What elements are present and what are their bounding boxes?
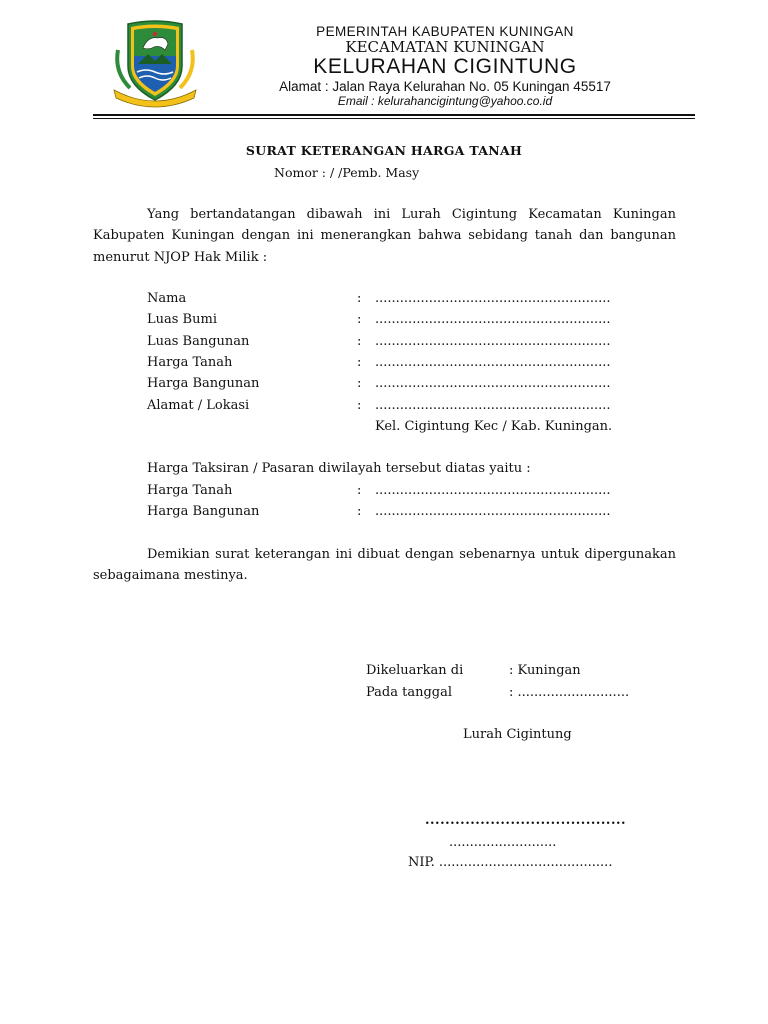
location-note: Kel. Cigintung Kec / Kab. Kuningan. xyxy=(375,419,613,434)
field-label: Luas Bangunan xyxy=(147,334,250,349)
issued-place-value: : Kuningan xyxy=(509,663,581,678)
field-value: ......................................................... xyxy=(375,398,611,413)
issued-place-label: Dikeluarkan di xyxy=(366,663,464,678)
field-colon: : xyxy=(357,376,362,391)
issued-date-label: Pada tanggal xyxy=(366,685,453,700)
field-colon: : xyxy=(357,312,362,327)
kuningan-crest-logo xyxy=(108,20,202,108)
field-label: Luas Bumi xyxy=(147,312,217,327)
signatory-nip: NIP. .......................................... xyxy=(408,855,613,870)
field-value: ......................................................... xyxy=(375,504,611,519)
intro-paragraph: Yang bertandatangan dibawah ini Lurah Cigintung Kecamatan Kuningan Kabupaten Kuningan dengan ini menerangkan bahwa sebidang tanah dan bangunan menurut NJOP Hak Milik : xyxy=(93,207,676,265)
field-colon: : xyxy=(357,504,362,519)
taksiran-heading: Harga Taksiran / Pasaran diwilayah tersebut diatas yaitu : xyxy=(147,461,531,476)
letterhead-rule-thick xyxy=(93,114,695,116)
field-label: Harga Tanah xyxy=(147,483,233,498)
field-label: Harga Bangunan xyxy=(147,376,260,391)
field-label: Nama xyxy=(147,291,187,306)
letterhead-district: KECAMATAN KUNINGAN xyxy=(345,38,545,56)
document-number: Nomor : / /Pemb. Masy xyxy=(274,165,420,180)
field-label: Harga Bangunan xyxy=(147,504,260,519)
field-value: ......................................................... xyxy=(375,312,611,327)
field-value: ......................................................... xyxy=(375,376,611,391)
field-value: ......................................................... xyxy=(375,355,611,370)
field-colon: : xyxy=(357,483,362,498)
issued-date-value: : ........................... xyxy=(509,685,630,700)
field-value: ......................................................... xyxy=(375,334,611,349)
field-label: Harga Tanah xyxy=(147,355,233,370)
letterhead-email: Email : kelurahancigintung@yahoo.co.id xyxy=(337,94,553,108)
field-colon: : xyxy=(357,355,362,370)
document-title: SURAT KETERANGAN HARGA TANAH xyxy=(245,143,523,158)
letterhead-government: PEMERINTAH KABUPATEN KUNINGAN xyxy=(316,24,574,39)
field-colon: : xyxy=(357,398,362,413)
letterhead-rule-thin xyxy=(93,118,695,119)
field-colon: : xyxy=(357,334,362,349)
field-value: ......................................................... xyxy=(375,291,611,306)
letterhead-address: Alamat : Jalan Raya Kelurahan No. 05 Kuningan 45517 xyxy=(279,79,611,94)
signatory-rank: .......................... xyxy=(449,835,557,850)
signatory-title: Lurah Cigintung xyxy=(463,727,572,742)
letterhead-village: KELURAHAN CIGINTUNG xyxy=(313,55,577,78)
field-colon: : xyxy=(357,291,362,306)
signatory-name: ........................................ xyxy=(425,813,627,828)
field-value: ......................................................... xyxy=(375,483,611,498)
closing-paragraph: Demikian surat keterangan ini dibuat dengan sebenarnya untuk dipergunakan sebagaimana mestinya. xyxy=(93,547,676,584)
field-label: Alamat / Lokasi xyxy=(147,398,250,413)
